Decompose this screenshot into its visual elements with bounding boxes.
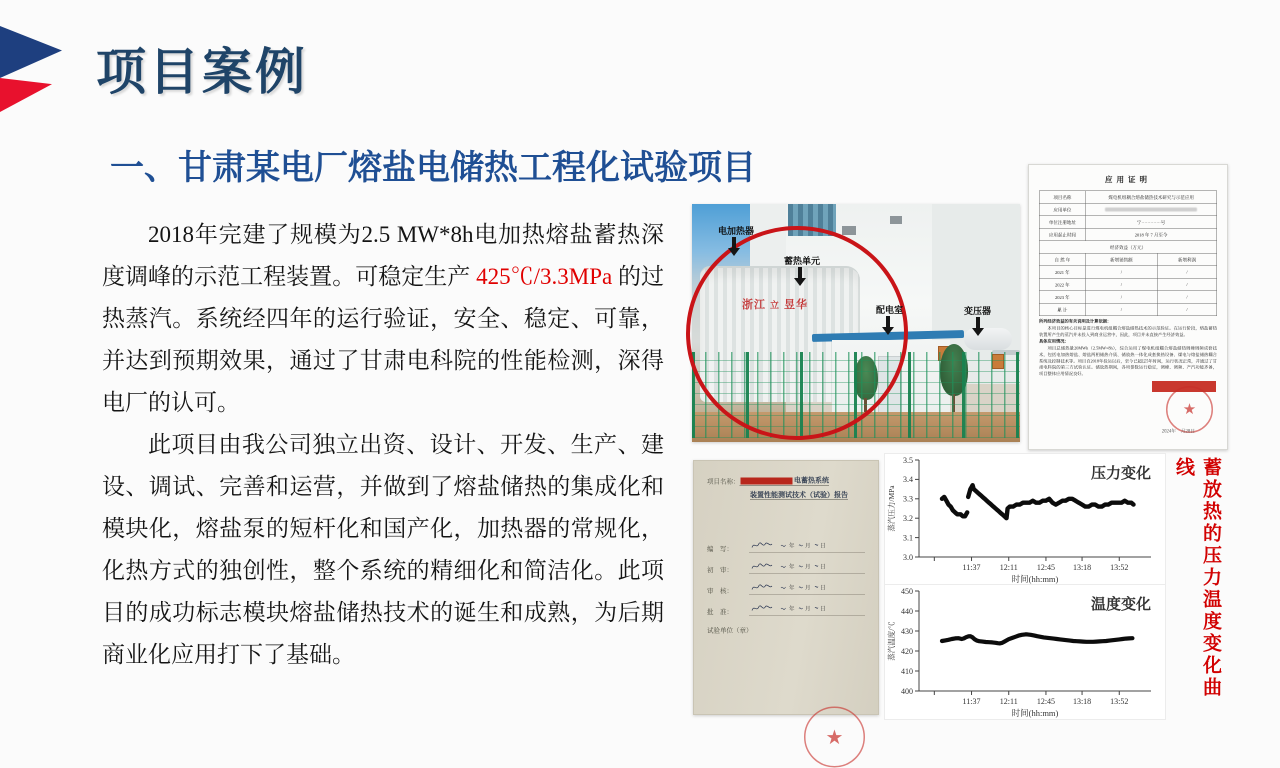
svg-text:13:52: 13:52 bbox=[1110, 697, 1129, 706]
section-heading: 一、甘肃某电厂熔盐电储热工程化试验项目 bbox=[110, 150, 756, 187]
svg-text:11:37: 11:37 bbox=[962, 563, 981, 572]
p1-text: 2018年完建了规模为2.5 MW*8h电加热熔盐蓄热深度调峰的示范工程装置。可稳定生产 bbox=[102, 222, 664, 289]
report-title-underlined bbox=[740, 475, 830, 486]
report-system-name: 电蓄热系统 bbox=[794, 477, 830, 485]
down-arrow-icon bbox=[976, 317, 980, 328]
photo-label-heater: 电加热器 bbox=[718, 226, 755, 236]
pressure-chart bbox=[884, 453, 1166, 586]
svg-text:时间(hh:mm): 时间(hh:mm) bbox=[1011, 708, 1059, 718]
redacted-text bbox=[1105, 208, 1197, 212]
svg-text:月: 月 bbox=[805, 606, 811, 613]
svg-text:年: 年 bbox=[789, 564, 795, 571]
svg-text:月: 月 bbox=[805, 543, 811, 550]
cert-cell: 2022 年 bbox=[1039, 278, 1085, 291]
certificate-title: 应用证明 bbox=[1104, 176, 1151, 184]
handwritten-signature bbox=[749, 601, 865, 617]
brand-right: 昱华 bbox=[784, 299, 809, 311]
cert-cell: 累 计 bbox=[1039, 303, 1085, 316]
logo-blue-arrow-icon bbox=[0, 26, 62, 78]
cert-cell: 2021 年 bbox=[1039, 266, 1085, 279]
cert-cell: 2023 年 bbox=[1039, 291, 1085, 304]
cert-section-header: 经济效益（万元） bbox=[1039, 241, 1217, 254]
svg-text:3.1: 3.1 bbox=[903, 533, 913, 543]
cert-cell: / bbox=[1085, 303, 1157, 316]
svg-text:日: 日 bbox=[820, 606, 826, 613]
cert-cell: / bbox=[1085, 266, 1157, 279]
svg-text:3.4: 3.4 bbox=[903, 475, 913, 485]
test-report-doc bbox=[693, 460, 879, 749]
svg-text:12:11: 12:11 bbox=[999, 697, 1018, 706]
vertical-caption: 蓄放热的压力温度变化曲线 bbox=[1173, 457, 1221, 699]
cert-row-value: 宁·············号 bbox=[1085, 216, 1216, 229]
red-stamp-icon: ★ bbox=[1166, 386, 1213, 433]
red-stamp-icon: ★ bbox=[804, 707, 865, 768]
temperature-chart-svg bbox=[885, 585, 1165, 719]
cert-cell: / bbox=[1085, 291, 1157, 304]
svg-text:年: 年 bbox=[789, 585, 795, 592]
signature-label: 批 准： bbox=[707, 608, 734, 616]
svg-text:12:11: 12:11 bbox=[999, 563, 1018, 572]
photo-label-room: 配电室 bbox=[876, 305, 904, 315]
paragraph-2: 此项目由我公司独立出资、设计、开发、生产、建设、调试、完善和运营，并做到了熔盐储热的集成化和模块化，熔盐泵的短杆化和国产化，加热器的常规化，化热方式的独创性，整个系统的精细化和简洁化。此项目的成功标志模块熔盐储热技术的诞生和成熟，为后期商业化应用打下了基础。 bbox=[102, 432, 664, 667]
svg-text:3.5: 3.5 bbox=[903, 455, 913, 465]
photo-wall-vent bbox=[842, 226, 856, 235]
svg-text:年: 年 bbox=[789, 543, 795, 550]
signature-label: 审 核： bbox=[707, 587, 734, 595]
other-title: 具体应用情况： bbox=[1039, 338, 1069, 344]
svg-text:440: 440 bbox=[901, 606, 913, 616]
svg-text:410: 410 bbox=[901, 666, 913, 676]
handwritten-signature bbox=[749, 559, 865, 575]
cert-row-label: 单位注册地址 bbox=[1039, 216, 1085, 229]
certificate-date: 2024年 月28日 bbox=[1161, 428, 1195, 434]
cert-cell: / bbox=[1157, 266, 1216, 279]
brand-logo-icon: 立 bbox=[770, 300, 781, 310]
cert-col-header: 自 然 年 bbox=[1039, 253, 1085, 266]
certificate-notes bbox=[1039, 318, 1217, 377]
svg-text:温度变化: 温度变化 bbox=[1090, 597, 1151, 613]
signature-label: 编 写： bbox=[707, 545, 734, 553]
handwritten-signature bbox=[749, 580, 865, 596]
report-title-line2: 装置性能测试技术（试验）报告 bbox=[750, 491, 848, 499]
cert-col-header: 新增销售额 bbox=[1085, 253, 1157, 266]
svg-text:日: 日 bbox=[820, 585, 826, 592]
svg-text:400: 400 bbox=[901, 686, 913, 696]
signature-row bbox=[707, 574, 865, 595]
svg-text:日: 日 bbox=[820, 543, 826, 550]
svg-text:420: 420 bbox=[901, 646, 913, 656]
cert-cell: / bbox=[1085, 278, 1157, 291]
page-title: 项目案例 bbox=[96, 44, 308, 100]
handwritten-signature bbox=[749, 538, 865, 554]
signature-row bbox=[707, 595, 865, 616]
report-name-label: 项目名称： bbox=[707, 477, 740, 485]
svg-text:蒸汽温度/℃: 蒸汽温度/℃ bbox=[887, 621, 896, 661]
cert-row-value: 煤电机组耦合熔盐储热技术研究与示范应用 bbox=[1085, 191, 1216, 204]
svg-text:时间(hh:mm): 时间(hh:mm) bbox=[1011, 574, 1059, 584]
other-body: 项目总储热量20MWh（2.5MW×8h），综合运用了煤电机组耦合熔盐储热调峰调频成套技术，包括电加热熔盐、熔盐两相储热介质、储放热一体化成套换热设备、煤电与熔盐储热耦合系统及控制技术等。项目自2018年投运以后，至今已超过5年时间，运行状况正常，并通过了甘肃电科院的第三方试验认证。储放热期间，各项参数运行稳定，调峰、调频、产汽功能齐备，项目整体应用情况良好。 bbox=[1039, 345, 1217, 376]
certificate-table bbox=[1039, 191, 1217, 317]
redacted-company-name bbox=[741, 478, 793, 485]
report-unit-label: 试验单位（章） bbox=[707, 626, 753, 634]
svg-text:3.3: 3.3 bbox=[903, 494, 913, 504]
note-title: 所列经济效益的有关说明及计算依据： bbox=[1039, 318, 1112, 324]
cert-cell: / bbox=[1157, 291, 1216, 304]
signature-label: 初 审： bbox=[707, 566, 734, 574]
note-body: 本项目的核心目标是进行煤电机组耦合熔盐储热技术的示范验证。在运行阶段，熔盐蓄热装置所产生的蒸汽并未投入到商业运营中，因此，项目并未直接产生经济效益。 bbox=[1039, 325, 1217, 337]
logo-red-arrow-icon bbox=[0, 78, 52, 112]
svg-text:压力变化: 压力变化 bbox=[1090, 466, 1151, 482]
down-arrow-icon bbox=[798, 267, 802, 278]
body-text bbox=[102, 214, 664, 676]
temperature-chart bbox=[884, 584, 1166, 720]
svg-text:11:37: 11:37 bbox=[962, 697, 981, 706]
svg-text:13:18: 13:18 bbox=[1072, 697, 1092, 706]
signature-row bbox=[707, 553, 865, 574]
pressure-chart-svg bbox=[885, 454, 1165, 585]
svg-text:3.0: 3.0 bbox=[903, 552, 913, 562]
application-certificate-doc bbox=[1028, 164, 1228, 450]
svg-text:12:45: 12:45 bbox=[1036, 697, 1056, 706]
photo-label-storage: 蓄热单元 bbox=[784, 256, 821, 266]
down-arrow-icon bbox=[732, 237, 736, 248]
svg-text:430: 430 bbox=[901, 626, 913, 636]
brand-left: 浙江 bbox=[742, 299, 766, 311]
cert-row-label: 应用单位 bbox=[1039, 203, 1085, 216]
p1-highlight-value: 425℃/3.3MPa bbox=[476, 264, 613, 289]
cert-cell: / bbox=[1157, 303, 1216, 316]
svg-text:450: 450 bbox=[901, 586, 913, 596]
photo-label-transformer: 变压器 bbox=[964, 306, 992, 316]
signature-rows bbox=[707, 532, 865, 616]
signature-row bbox=[707, 532, 865, 553]
photo-wall-vent bbox=[890, 216, 902, 224]
paragraph-1 bbox=[102, 214, 664, 424]
cert-row-label: 应用起止时间 bbox=[1039, 228, 1085, 241]
svg-text:蒸汽压力/MPa: 蒸汽压力/MPa bbox=[887, 485, 896, 532]
svg-text:13:52: 13:52 bbox=[1110, 563, 1129, 572]
report-title-line1 bbox=[707, 475, 865, 486]
cert-col-header: 新增利润 bbox=[1157, 253, 1216, 266]
site-photo bbox=[692, 204, 1020, 442]
down-arrow-icon bbox=[886, 316, 890, 327]
cert-row-value bbox=[1085, 203, 1216, 216]
svg-text:年: 年 bbox=[789, 606, 795, 613]
svg-text:月: 月 bbox=[805, 564, 811, 571]
certificate-footer bbox=[1039, 379, 1217, 438]
cert-row-label: 项目名称 bbox=[1039, 191, 1085, 204]
svg-text:3.2: 3.2 bbox=[903, 514, 913, 523]
cert-row-value: 2018 年 7 月至今 bbox=[1085, 228, 1216, 241]
svg-text:12:45: 12:45 bbox=[1036, 563, 1056, 572]
svg-text:13:18: 13:18 bbox=[1072, 563, 1092, 572]
p1-text-after: 的过热蒸汽。系统经四年的运行验证，安全、稳定、可靠，并达到预期效果，通过了甘肃电科院的性能检测，深得电厂的认可。 bbox=[102, 264, 665, 415]
svg-text:月: 月 bbox=[805, 585, 811, 592]
svg-text:日: 日 bbox=[820, 564, 826, 571]
cert-cell: / bbox=[1157, 278, 1216, 291]
